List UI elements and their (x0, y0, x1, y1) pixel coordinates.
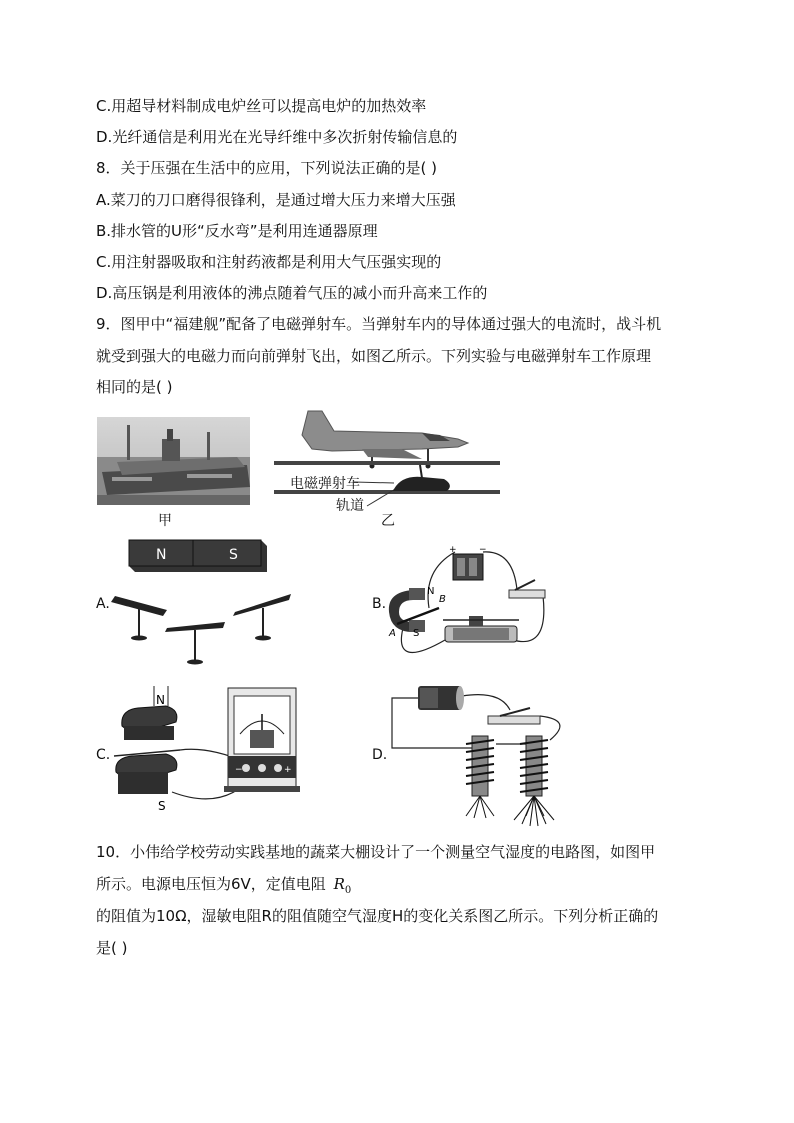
meter-minus-text: − (235, 765, 243, 775)
option-a-label: A. (96, 596, 110, 612)
figure-jia-label: 甲 (158, 513, 172, 529)
question-9-line-3: 相同的是( ) (96, 378, 173, 396)
battery-plus-text: + (449, 545, 457, 555)
option-8d: D.高压锅是利用液体的沸点随着气压的减小而升高来工作的 (96, 284, 488, 302)
b-point-b-text: B (439, 594, 446, 605)
magnet-s-text: S (229, 547, 238, 563)
question-10-line-1: 10．小伟给学校劳动实践基地的蔬菜大棚设计了一个测量空气湿度的电路图，如图甲 (96, 843, 656, 861)
option-8b: B.排水管的U形“反水弯”是利用连通器原理 (96, 222, 378, 240)
option-b-figure (383, 540, 553, 662)
jet-catapult-figure (272, 405, 502, 517)
meter-plus-text: + (284, 765, 292, 775)
question-10-line-3: 的阻值为10Ω，湿敏电阻R的阻值随空气湿度H的变化关系图乙所示。下列分析正确的 (96, 907, 659, 925)
option-c-figure (110, 686, 300, 814)
carrier-photo (97, 417, 250, 505)
c-magnet-s-text: S (158, 799, 166, 813)
option-c-label: C. (96, 747, 111, 763)
question-10-line-4: 是( ) (96, 939, 128, 957)
b-magnet-s-text: S (413, 628, 420, 639)
r0-symbol (333, 875, 352, 896)
r0-main: R (333, 875, 345, 893)
figure-yi-label: 乙 (381, 513, 395, 529)
question-10-line-2 (96, 874, 351, 901)
magnet-n-text: N (156, 547, 167, 563)
option-d-label: D. (372, 747, 388, 763)
option-8a: A.菜刀的刀口磨得很锋利，是通过增大压力来增大压强 (96, 191, 456, 209)
option-a-figure (105, 536, 295, 670)
option-8c: C.用注射器吸取和注射药液都是利用大气压强实现的 (96, 253, 442, 271)
option-7d: D.光纤通信是利用光在光导纤维中多次折射传输信息的 (96, 128, 458, 146)
c-magnet-n-text: N (156, 693, 165, 707)
question-8: 8．关于压强在生活中的应用，下列说法正确的是( ) (96, 159, 438, 177)
track-label: 轨道 (336, 498, 364, 514)
option-b-label: B. (372, 596, 387, 612)
catapult-label: 电磁弹射车 (290, 476, 360, 492)
r0-sub: 0 (344, 885, 352, 896)
question-9-line-2: 就受到强大的电磁力而向前弹射飞出，如图乙所示。下列实验与电磁弹射车工作原理 (96, 347, 652, 365)
question-9-line-1: 9．图甲中“福建舰”配备了电磁弹射车。当弹射车内的导体通过强大的电流时，战斗机 (96, 315, 662, 333)
b-point-a-text: A (389, 628, 396, 639)
battery-minus-text: − (479, 545, 487, 555)
question-10-line-2-text: 所示。电源电压恒为6V，定值电阻 (96, 875, 326, 893)
b-magnet-n-text: N (427, 586, 435, 597)
option-7c: C.用超导材料制成电炉丝可以提高电炉的加热效率 (96, 97, 427, 115)
option-d-figure (390, 680, 580, 830)
